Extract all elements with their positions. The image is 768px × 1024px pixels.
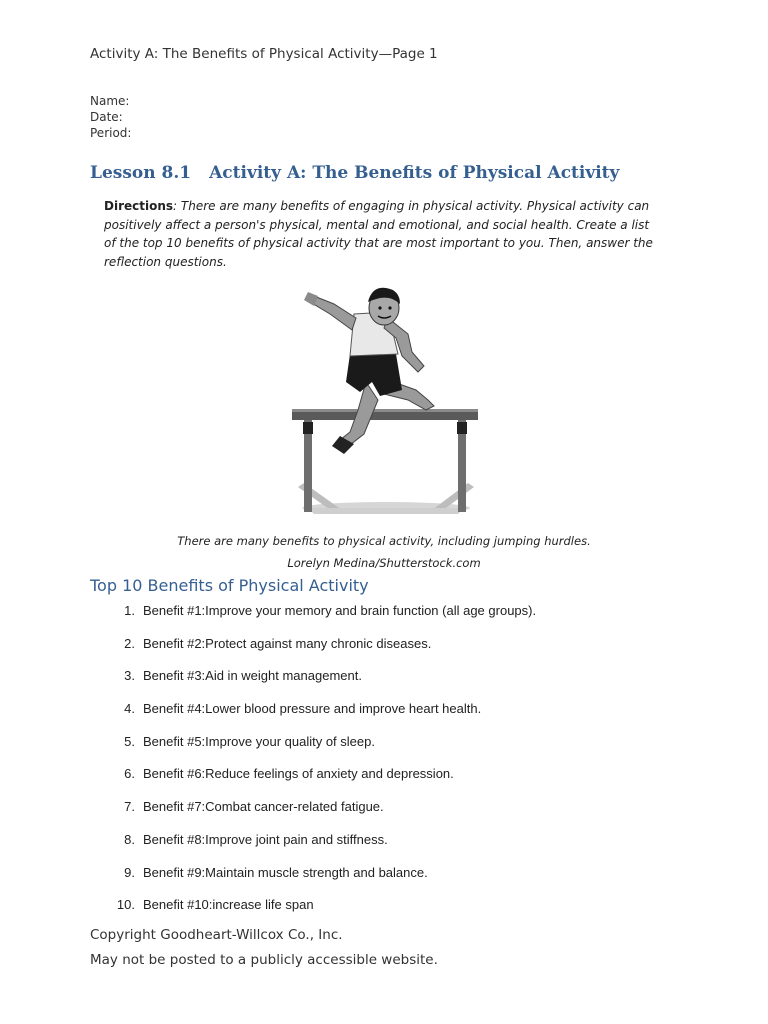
list-item [110, 799, 536, 832]
section-heading: Top 10 Benefits of Physical Activity [90, 576, 369, 595]
date-field-label: Date: [90, 110, 123, 124]
list-number: 7. [124, 799, 135, 815]
running-header: Activity A: The Benefits of Physical Activity—Page 1 [90, 46, 438, 62]
list-item [110, 897, 536, 930]
benefit-text: Benefit #7:Combat cancer-related fatigue. [143, 799, 384, 815]
list-number: 6. [124, 766, 135, 782]
list-item [110, 701, 536, 734]
lesson-title [90, 163, 619, 183]
list-number: 9. [124, 864, 135, 880]
benefit-text: Benefit #4:Lower blood pressure and improve heart health. [143, 701, 482, 717]
list-item [110, 603, 536, 636]
benefit-text: Benefit #1:Improve your memory and brain function (all age groups). [143, 603, 537, 618]
list-item [110, 832, 536, 865]
benefit-text: Benefit #2:Protect against many chronic diseases. [143, 635, 432, 651]
list-number: 4. [124, 701, 135, 717]
list-number: 8. [124, 831, 135, 847]
list-number: 5. [124, 733, 135, 749]
benefit-text: Benefit #9:Maintain muscle strength and balance. [143, 864, 428, 880]
directions-text: : There are many benefits of engaging in physical activity. Physical activity can positively affect a person's physical, mental and emotional, and social health. Create a list of the top 10 benefits of physical activity that are most important to you. Then, answer the reflection questions. [104, 199, 653, 269]
list-number: 10. [116, 897, 135, 913]
list-item [110, 865, 536, 898]
activity-title: Activity A: The Benefits of Physical Activity [209, 163, 620, 183]
directions-paragraph [104, 197, 664, 271]
list-item [110, 636, 536, 669]
benefit-text: Benefit #5:Improve your quality of sleep. [143, 733, 375, 749]
posting-notice: May not be posted to a publicly accessible website. [90, 952, 438, 968]
hurdler-illustration [288, 282, 484, 520]
benefit-text: Benefit #8:Improve joint pain and stiffness. [143, 831, 388, 847]
benefit-text: Benefit #6:Reduce feelings of anxiety and depression. [143, 766, 454, 782]
directions-label: Directions [104, 199, 174, 213]
list-number: 3. [124, 668, 135, 684]
copyright-line: Copyright Goodheart-Willcox Co., Inc. [90, 927, 343, 943]
list-item [110, 734, 536, 767]
benefit-text: Benefit #10:increase life span [143, 897, 314, 913]
figure-credit: Lorelyn Medina/Shutterstock.com [287, 556, 481, 570]
name-field-label: Name: [90, 94, 130, 108]
benefit-text: Benefit #3:Aid in weight management. [143, 668, 362, 684]
student-fields [90, 93, 131, 141]
hurdler-icon [288, 282, 484, 520]
benefits-list [110, 603, 536, 930]
list-number: 1. [124, 603, 135, 618]
list-number: 2. [124, 635, 135, 651]
list-item [110, 766, 536, 799]
lesson-number: Lesson 8.1 [90, 163, 192, 183]
list-item [110, 668, 536, 701]
figure-caption: There are many benefits to physical activity, including jumping hurdles. [177, 534, 591, 548]
period-field-label: Period: [90, 126, 132, 140]
